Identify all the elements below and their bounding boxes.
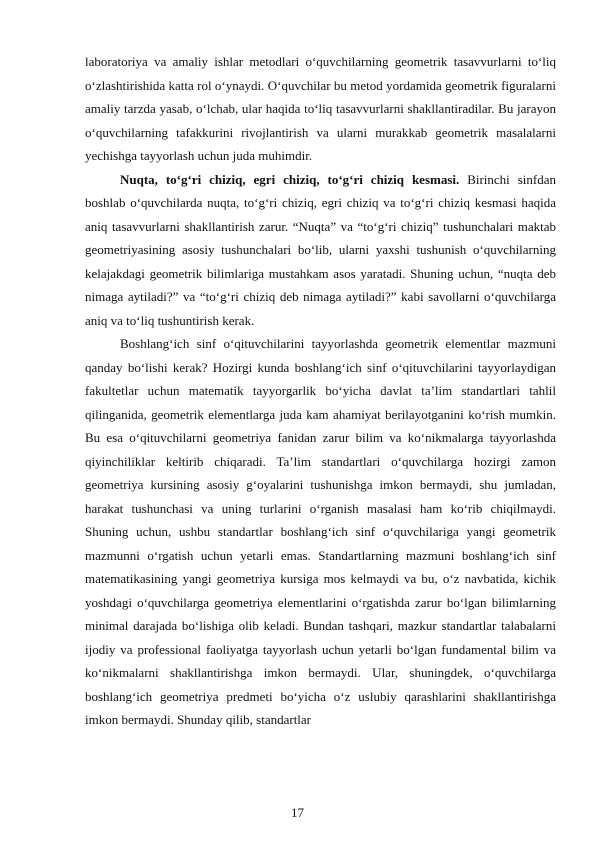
paragraph-text: Birinchi sinfdan boshlab o‘quvchilarda nuqta, to‘g‘ri chiziq, egri chiziq va to‘g‘ri chiziq kesmasi haqida aniq tasavvurlarni shakllantirish zarur. “Nuqta” va “to‘g‘ri chiziq” tushunchalari maktab geometriyasining asosiy tushunchalari bo‘lib, ularni yaxshi tushunish o‘quvchilarning kelajakdagi geometrik bilimlariga mustahkam asos yaratadi. Shuning uchun, “nuqta deb nimaga aytiladi?” va “to‘g‘ri chiziq deb nimaga aytiladi?” kabi savollarni o‘quvchilarga aniq va to‘liq tushuntirish kerak. [85, 171, 556, 328]
paragraph-text: laboratoriya va amaliy ishlar metodlari o‘quvchilarning geometrik tasavvurlarni to‘liq o‘zlashtirishida katta rol o‘ynaydi. O‘quvchilar bu metod yordamida geometrik figuralarni amaliy tarzda yasab, o‘lchab, ular haqida to‘liq tasavvurlarni shakllantiradilar. Bu jarayon o‘quvchilarning tafakkurini rivojlantirish va ularni murakkab geometrik masalalarni yechishga tayyorlash uchun juda muhimdir. [85, 54, 556, 163]
paragraph-text: Boshlang‘ich sinf o‘qituvchilarini tayyorlashda geometrik elementlar mazmuni qanday bo‘lishi kerak? Hozirgi kunda boshlang‘ich sinf o‘qituvchilarini tayyorlaydigan fakultetlar uchun matematik tayyorgarlik bo‘yicha davlat ta’lim standartlari tahlil qilinganida, geometrik elementlarga juda kam ahamiyat berilayotganini ko‘rish mumkin. Bu esa o‘qituvchilarni geometriya fanidan zarur bilim va ko‘nikmalarga tayyorlashda qiyinchiliklar keltirib chiqaradi. Ta’lim standartlari o‘quvchilarga hozirgi zamon geometriya kursining asosiy g‘oyalarini tushunishga imkon bermaydi, shu jumladan, harakat tushunchasi va uning turlarini o‘rganish masalasi ham ko‘rib chiqilmaydi. Shuning uchun, ushbu standartlar boshlang‘ich sinf o‘quvchilariga yangi geometrik mazmunni o‘rgatish uchun yetarli emas. Standartlarning mazmuni boshlang‘ich sinf matematikasining yangi geometriya kursiga mos kelmaydi va bu, o‘z navbatida, kichik yoshdagi o‘quvchilarga geometriya elementlarini o‘rgatishda zarur bo‘lgan bilimlarning minimal darajada bo‘lishiga olib keladi. Bundan tashqari, mazkur standartlar talabalarni ijodiy va professional faoliyatga tayyorlash uchun yetarli bo‘lgan fundamental bilim va ko‘nikmalarni shakllantirishga imkon bermaydi. Ular, shuningdek, o‘quvchilarga boshlang‘ich geometriya predmeti bo‘yicha o‘z uslubiy qarashlarini shakllantirishga imkon bermaydi. Shunday qilib, standartlar [85, 336, 556, 727]
paragraph-continued [85, 50, 556, 168]
page-body [85, 50, 556, 732]
paragraph-standards [85, 332, 556, 732]
page-number: 17 [291, 805, 304, 820]
paragraph-heading: Nuqta, to‘g‘ri chiziq, egri chiziq, to‘g‘ri chiziq kesmasi. [120, 171, 460, 187]
paragraph-nuqta [85, 168, 556, 333]
